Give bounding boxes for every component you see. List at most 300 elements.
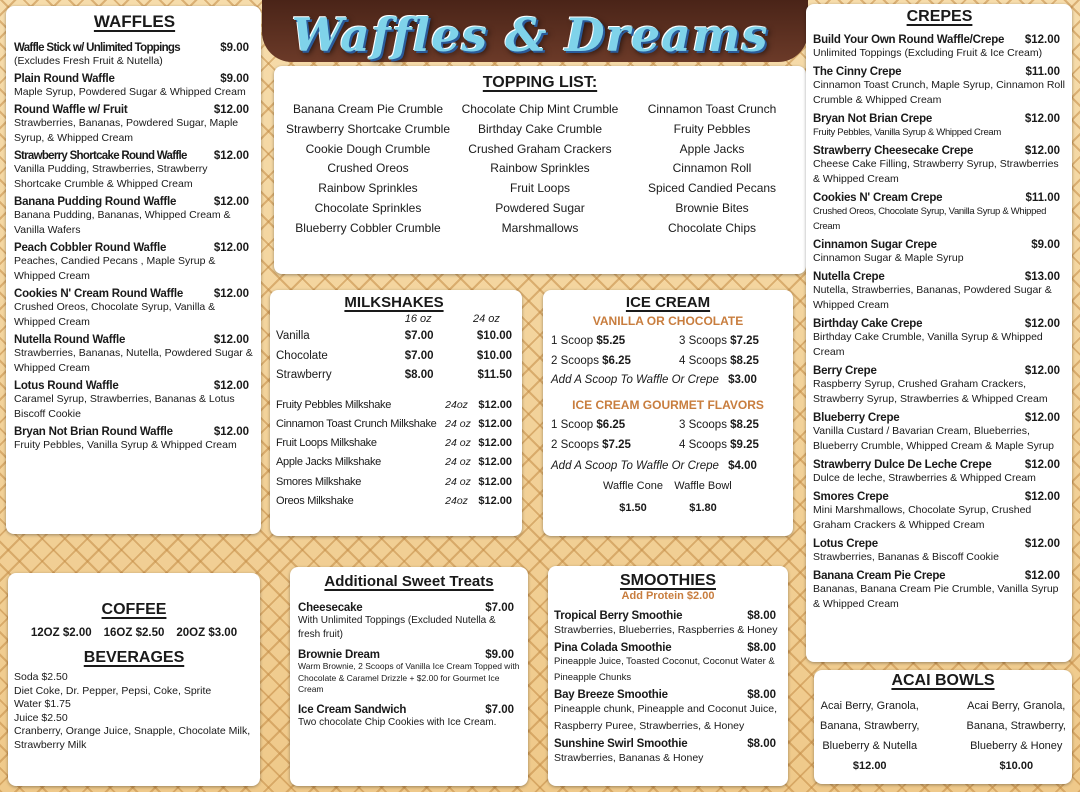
menu-item: [554, 738, 782, 767]
menu-item-description: Fruity Pebbles, Vanilla Syrup & Whipped Cream: [813, 127, 1002, 138]
menu-item-price: $11.00: [1025, 192, 1060, 204]
menu-item: [554, 642, 782, 686]
menu-item-price: $12.00: [213, 288, 249, 300]
menu-item-description: Birthday Cake Crumble, Vanilla Syrup & Whipped Cream: [813, 331, 1043, 358]
menu-item-row: [14, 380, 255, 392]
menu-item-name: Cheesecake: [298, 602, 363, 614]
milkshake-size-header: [276, 313, 512, 325]
menu-item-row: [298, 602, 520, 614]
gourmet-subtitle: ICE CREAM GOURMET FLAVORS: [572, 398, 764, 412]
menu-item-name: Cookies N' Cream Crepe: [813, 192, 943, 204]
beverages-title: BEVERAGES: [83, 649, 185, 666]
specialty-milkshake-size: 24oz: [445, 398, 468, 411]
add-scoop-line-1: Add A Scoop To Waffle Or Crepe $3.00: [551, 374, 757, 386]
menu-item: [813, 570, 1066, 612]
topping-columns: [282, 100, 798, 239]
menu-item: [14, 380, 255, 422]
menu-item: [14, 73, 255, 100]
scoop-price: $7.25: [730, 335, 759, 347]
menu-item-description: Vanilla Custard / Bavarian Cream, Blueberries, Blueberry Crumble, Whipped Cream & Maple Syrup: [813, 425, 1055, 452]
menu-item-description: Strawberries, Blueberries, Raspberries & Honey: [554, 624, 778, 636]
menu-item-name: Plain Round Waffle: [14, 73, 115, 85]
menu-item-name: Nutella Round Waffle: [14, 334, 126, 346]
menu-item-description: Nutella, Strawberries, Bananas, Powdered Sugar & Whipped Cream: [813, 284, 1052, 311]
menu-item-row: [813, 318, 1066, 330]
specialty-milkshake-price: $12.00: [478, 417, 512, 430]
scoop-option: [551, 416, 679, 436]
menu-item: [813, 318, 1066, 360]
menu-item-row: [14, 150, 255, 162]
topping-item: Chocolate Chips: [667, 220, 757, 235]
scoop-label: 3 Scoops: [679, 419, 727, 431]
menu-item: [298, 602, 520, 641]
menu-item-description: Caramel Syrup, Strawberries, Bananas & Lotus Biscoff Cookie: [14, 393, 235, 420]
menu-item-description: Crushed Oreos, Chocolate Syrup, Vanilla Syrup & Whipped Cream: [813, 206, 1047, 232]
menu-item-row: [813, 459, 1066, 471]
milkshake-16oz-price: $8.00: [404, 369, 434, 381]
menu-item-name: Lotus Round Waffle: [14, 380, 119, 392]
gourmet-scoop-prices: [551, 416, 785, 455]
menu-item-row: [554, 610, 782, 622]
topping-item: Spiced Candied Pecans: [647, 181, 777, 196]
scoop-price: $8.25: [730, 354, 759, 367]
menu-item: [14, 150, 255, 192]
specialty-milkshake-price: $12.00: [478, 494, 512, 507]
menu-item-row: [14, 242, 255, 254]
coffee-beverages-panel: [8, 573, 260, 786]
menu-item: [14, 334, 255, 376]
topping-item: Blueberry Cobbler Crumble: [295, 220, 441, 235]
menu-item-row: [813, 113, 1066, 125]
menu-item-row: [813, 491, 1066, 503]
menu-item-name: Pina Colada Smoothie: [554, 642, 672, 654]
topping-column: [282, 100, 454, 239]
menu-item: [554, 610, 782, 639]
scoop-option: [679, 332, 789, 352]
menu-item-description: (Excludes Fresh Fruit & Nutella): [14, 55, 163, 67]
specialty-milkshake-size: 24 oz: [445, 456, 471, 469]
acai-price: $12.00: [852, 760, 887, 772]
sweet-treats-title: Additional Sweet Treats: [324, 573, 494, 590]
menu-item-description: Strawberries, Bananas & Honey: [554, 752, 704, 764]
scoop-label: 3 Scoops: [679, 335, 727, 347]
menu-item-description: Cinnamon Sugar & Maple Syrup: [813, 252, 964, 264]
menu-item-row: [14, 73, 255, 85]
menu-item-row: [554, 689, 782, 701]
menu-item-row: [813, 271, 1066, 283]
specialty-milkshake-size: 24 oz: [445, 475, 471, 488]
menu-item: [813, 145, 1066, 187]
menu-item-description: Banana Pudding, Bananas, Whipped Cream & Vanilla Wafers: [14, 209, 231, 236]
size-24oz-label: 24 oz: [473, 313, 500, 325]
menu-item-description: Dulce de leche, Strawberries & Whipped Cream: [813, 472, 1036, 484]
coffee-sizes: [14, 627, 254, 639]
menu-item-row: [813, 239, 1066, 251]
menu-item-name: Brownie Dream: [298, 649, 380, 661]
scoop-label: 1 Scoop: [551, 419, 594, 431]
menu-item-price: $11.00: [1025, 66, 1060, 78]
specialty-milkshake-name: Apple Jacks Milkshake: [276, 456, 381, 469]
smoothies-subtitle: Add Protein $2.00: [621, 590, 715, 602]
acai-ingredient-line: Banana, Strawberry,: [966, 720, 1066, 732]
acai-title: ACAI BOWLS: [891, 672, 995, 689]
menu-item-row: [813, 66, 1066, 78]
topping-item: Fruit Loops: [509, 181, 571, 196]
menu-item-description: Two chocolate Chip Cookies with Ice Cream.: [298, 716, 497, 728]
size-16oz-label: 16 oz: [404, 313, 432, 325]
specialty-milkshake-name: Cinnamon Toast Crunch Milkshake: [276, 417, 437, 430]
menu-item-price: $12.00: [213, 150, 249, 162]
menu-item-description: Peaches, Candied Pecans , Maple Syrup & Whipped Cream: [14, 255, 216, 282]
menu-item: [14, 288, 255, 330]
scoop-price: $5.25: [596, 335, 626, 347]
specialty-milkshake-row: [276, 492, 512, 511]
menu-item-name: Strawberry Shortcake Round Waffle: [14, 150, 187, 162]
coffee-size-price: 20OZ $3.00: [176, 627, 238, 639]
scoop-price: $7.25: [602, 438, 631, 451]
menu-item-price: $9.00: [220, 42, 249, 54]
waffles-list: [14, 42, 255, 453]
topping-item: Cinnamon Toast Crunch: [647, 102, 777, 116]
acai-ingredient-line: Acai Berry, Granola,: [967, 700, 1066, 712]
cone-bowl-prices: [551, 478, 785, 517]
milkshake-specialty-list: [276, 396, 512, 512]
menu-item-price: $9.00: [1031, 239, 1060, 251]
menu-item-price: $12.00: [213, 334, 249, 346]
menu-item-name: Ice Cream Sandwich: [298, 703, 407, 716]
menu-item-price: $12.00: [1024, 34, 1060, 46]
menu-item-price: $12.00: [213, 196, 249, 208]
specialty-milkshake-row: [276, 473, 512, 492]
menu-item-description: Cheese Cake Filling, Strawberry Syrup, Strawberries & Whipped Cream: [813, 158, 1059, 185]
specialty-milkshake-row: [276, 415, 512, 434]
scoop-label: 4 Scoops: [679, 354, 727, 367]
menu-item: [14, 104, 255, 146]
menu-item: [813, 271, 1066, 313]
menu-item: [298, 649, 520, 696]
menu-item: [813, 66, 1066, 108]
menu-item-row: [813, 34, 1066, 46]
acai-ingredient-line: Blueberry & Nutella: [822, 740, 918, 752]
specialty-milkshake-price: $12.00: [478, 398, 512, 411]
menu-item-name: Blueberry Crepe: [813, 412, 900, 424]
smoothies-title: SMOOTHIES: [619, 572, 716, 589]
scoop-option: [551, 332, 679, 352]
scoop-label: 4 Scoops: [679, 438, 727, 451]
milkshake-basic-list: [276, 327, 512, 386]
menu-item-price: $8.00: [747, 689, 776, 701]
specialty-milkshake-name: Fruit Loops Milkshake: [276, 437, 377, 450]
specialty-milkshake-row: [276, 434, 512, 453]
menu-item-price: $12.00: [1024, 538, 1060, 550]
menu-item-price: $7.00: [485, 602, 514, 614]
menu-item: [813, 491, 1066, 533]
menu-item: [813, 459, 1066, 486]
topping-item: Fruity Pebbles: [673, 121, 751, 136]
milkshake-24oz-price: $10.00: [476, 349, 512, 362]
coffee-size-price: 16OZ $2.50: [103, 627, 165, 639]
topping-column: [454, 100, 626, 239]
acai-bowl-left: [820, 696, 919, 776]
menu-item-price: $8.00: [747, 738, 776, 750]
menu-item-row: [554, 642, 782, 654]
waffles-panel: [6, 6, 261, 534]
menu-item-description: Warm Brownie, 2 Scoops of Vanilla Ice Cream Topped with Chocolate & Caramel Drizzle + $2.00 for Gourmet Ice Cream: [298, 661, 520, 694]
menu-item-row: [813, 570, 1066, 582]
waffles-title: WAFFLES: [93, 12, 176, 31]
menu-item-price: $12.00: [1024, 491, 1060, 503]
milkshake-flavor: Chocolate: [276, 349, 328, 362]
milkshake-flavor: Strawberry: [276, 369, 332, 381]
smoothies-list: [554, 610, 782, 767]
menu-item: [813, 34, 1066, 61]
menu-item-name: Bryan Not Brian Round Waffle: [14, 426, 173, 438]
menu-item-name: Banana Pudding Round Waffle: [14, 196, 177, 208]
beverage-line: Diet Coke, Dr. Pepper, Pepsi, Coke, Sprite: [14, 684, 212, 697]
menu-item-row: [298, 704, 520, 716]
acai-ingredient-line: Banana, Strawberry,: [820, 720, 920, 732]
add-scoop-line-2: Add A Scoop To Waffle Or Crepe $4.00: [551, 460, 757, 472]
menu-item-name: Bay Breeze Smoothie: [554, 689, 668, 701]
milkshake-16oz-price: $7.00: [404, 349, 434, 362]
menu-item-row: [813, 412, 1066, 424]
menu-item-price: $9.00: [485, 649, 514, 661]
menu-item: [813, 412, 1066, 454]
acai-bowls-panel: [814, 670, 1072, 784]
scoop-option: [551, 352, 679, 372]
menu-item-name: Tropical Berry Smoothie: [554, 610, 683, 622]
ice-cream-title: ICE CREAM: [625, 294, 711, 311]
menu-item-name: Peach Cobbler Round Waffle: [14, 242, 167, 254]
milkshake-row: [276, 347, 512, 367]
menu-item: [813, 365, 1066, 407]
menu-item-description: Bananas, Banana Cream Pie Crumble, Vanilla Syrup & Whipped Cream: [813, 583, 1059, 610]
menu-item-price: $12.00: [1024, 459, 1060, 471]
menu-item: [14, 426, 255, 453]
menu-item-row: [554, 738, 782, 750]
menu-item-description: Strawberries, Bananas, Nutella, Powdered Sugar & Whipped Cream: [14, 347, 253, 374]
specialty-milkshake-row: [276, 453, 512, 472]
milkshakes-title: MILKSHAKES: [344, 294, 444, 311]
menu-item-price: $12.00: [1024, 412, 1060, 424]
specialty-milkshake-row: [276, 396, 512, 415]
menu-item-description: Mini Marshmallows, Chocolate Syrup, Crushed Graham Crackers & Whipped Cream: [813, 504, 1032, 531]
topping-item: Strawberry Shortcake Crumble: [285, 121, 451, 136]
menu-item-price: $12.00: [1024, 570, 1060, 582]
menu-item-description: Crushed Oreos, Chocolate Syrup, Vanilla & Whipped Cream: [14, 301, 216, 328]
menu-item-description: Pineapple Juice, Toasted Coconut, Coconut Water & Pineapple Chunks: [554, 656, 775, 683]
menu-item-description: Pineapple chunk, Pineapple and Coconut Juice, Raspberry Puree, Strawberries, & Honey: [554, 703, 777, 732]
scoop-label: 2 Scoops: [551, 438, 599, 451]
waffle-cone-label: Waffle Cone: [603, 480, 663, 492]
specialty-milkshake-name: Fruity Pebbles Milkshake: [276, 398, 392, 411]
menu-item-row: [14, 288, 255, 300]
topping-column: [626, 100, 798, 239]
menu-item-row: [298, 649, 520, 661]
acai-bowl-right: [967, 696, 1066, 776]
topping-list-panel: [274, 66, 806, 274]
menu-item-name: Banana Cream Pie Crepe: [813, 570, 946, 582]
menu-item-price: $12.00: [213, 104, 249, 116]
topping-item: Chocolate Sprinkles: [314, 200, 422, 215]
sweet-treats-list: [298, 602, 520, 729]
acai-price: $10.00: [999, 760, 1034, 772]
brand-logo: [290, 0, 770, 70]
vanilla-chocolate-subtitle: VANILLA OR CHOCOLATE: [592, 314, 744, 328]
beverage-line: Soda $2.50: [14, 671, 68, 683]
specialty-milkshake-size: 24 oz: [445, 417, 471, 430]
menu-item-name: Round Waffle w/ Fruit: [14, 104, 128, 116]
menu-item-price: $12.00: [213, 242, 249, 254]
specialty-milkshake-price: $12.00: [478, 456, 512, 469]
menu-item-price: $12.00: [213, 426, 249, 438]
menu-item-price: $9.00: [220, 73, 249, 85]
scoop-label: 1 Scoop: [551, 335, 594, 347]
topping-item: Birthday Cake Crumble: [477, 121, 603, 136]
topping-item: Chocolate Chip Mint Crumble: [461, 102, 619, 116]
specialty-milkshake-size: 24oz: [445, 494, 468, 507]
menu-item: [813, 192, 1066, 234]
milkshakes-panel: [270, 290, 522, 536]
specialty-milkshake-price: $12.00: [478, 475, 512, 488]
acai-ingredient-line: Blueberry & Honey: [970, 740, 1063, 752]
menu-item-description: Fruity Pebbles, Vanilla Syrup & Whipped Cream: [14, 439, 237, 451]
menu-item-description: Maple Syrup, Powdered Sugar & Whipped Cream: [14, 86, 246, 98]
menu-item: [813, 239, 1066, 266]
topping-item: Apple Jacks: [679, 141, 745, 156]
milkshake-flavor: Vanilla: [276, 330, 310, 342]
milkshake-row: [276, 327, 512, 347]
ice-cream-panel: [543, 290, 793, 536]
scoop-price: $6.25: [602, 354, 631, 367]
menu-item-name: Lotus Crepe: [813, 538, 878, 550]
menu-item-row: [14, 334, 255, 346]
menu-item-row: [14, 42, 255, 54]
menu-item: [298, 704, 520, 730]
topping-item: Banana Cream Pie Crumble: [292, 102, 444, 116]
milkshake-16oz-price: $7.00: [404, 330, 434, 342]
logo-text: Waffles & Dreams: [291, 8, 769, 62]
menu-item-description: With Unlimited Toppings (Excluded Nutella & fresh fruit): [298, 615, 496, 640]
scoop-option: [551, 436, 679, 456]
menu-item-price: $7.00: [485, 703, 514, 716]
menu-item-price: $8.00: [747, 610, 776, 622]
menu-item-price: $12.00: [213, 380, 249, 392]
topping-item: Rainbow Sprinkles: [318, 181, 418, 196]
milkshake-24oz-price: $10.00: [476, 330, 512, 342]
menu-item-name: Strawberry Dulce De Leche Crepe: [813, 459, 992, 471]
beverage-line: Juice $2.50: [14, 711, 68, 724]
scoop-option: [679, 436, 789, 456]
menu-item-row: [813, 538, 1066, 550]
menu-item-name: Build Your Own Round Waffle/Crepe: [813, 34, 1005, 46]
menu-item-name: The Cinny Crepe: [813, 66, 902, 78]
waffle-bowl-label: Waffle Bowl: [674, 480, 732, 492]
menu-item-row: [14, 196, 255, 208]
crepes-panel: [806, 4, 1072, 662]
menu-item-price: $8.00: [747, 642, 776, 654]
specialty-milkshake-price: $12.00: [478, 437, 512, 450]
milkshake-24oz-price: $11.50: [477, 369, 512, 381]
specialty-milkshake-name: Oreos Milkshake: [276, 494, 354, 507]
menu-item-name: Sunshine Swirl Smoothie: [554, 738, 688, 750]
menu-item-description: Unlimited Toppings (Excluding Fruit & Ice Cream): [813, 47, 1043, 59]
topping-item: Brownie Bites: [675, 200, 749, 215]
menu-item-name: Berry Crepe: [813, 365, 877, 377]
coffee-size-price: 12OZ $2.00: [30, 627, 92, 639]
topping-item: Powdered Sugar: [495, 200, 585, 215]
menu-item-name: Smores Crepe: [813, 491, 889, 503]
menu-item-row: [14, 426, 255, 438]
topping-item: Crushed Oreos: [327, 161, 409, 176]
menu-item-row: [813, 145, 1066, 157]
acai-columns: [820, 696, 1066, 776]
vanilla-scoop-prices: [551, 332, 785, 371]
menu-item-name: Nutella Crepe: [813, 271, 885, 283]
scoop-option: [679, 416, 789, 436]
scoop-option: [679, 352, 789, 372]
menu-item-price: $12.00: [1024, 113, 1060, 125]
menu-item-row: [14, 104, 255, 116]
acai-ingredient-line: Acai Berry, Granola,: [820, 700, 919, 712]
topping-title: TOPPING LIST:: [482, 74, 598, 91]
milkshake-row: [276, 366, 512, 386]
menu-item-price: $12.00: [1024, 145, 1060, 157]
scoop-price: $6.25: [596, 419, 626, 431]
menu-item-row: [813, 365, 1066, 377]
topping-item: Marshmallows: [501, 220, 579, 235]
menu-item-name: Cookies N' Cream Round Waffle: [14, 288, 184, 300]
menu-item-description: Strawberries, Bananas & Biscoff Cookie: [813, 551, 999, 563]
scoop-price: $8.25: [730, 419, 759, 431]
menu-item-name: Bryan Not Brian Crepe: [813, 113, 933, 125]
scoop-label: 2 Scoops: [551, 354, 599, 367]
topping-item: Cinnamon Roll: [672, 161, 752, 176]
crepes-title: CREPES: [906, 8, 973, 25]
menu-item: [14, 242, 255, 284]
scoop-price: $9.25: [730, 438, 759, 451]
beverage-line: Cranberry, Orange Juice, Snapple, Chocolate Milk, Strawberry Milk: [14, 725, 251, 751]
topping-item: Rainbow Sprinkles: [490, 161, 590, 176]
waffle-cone-price: $1.50: [619, 502, 647, 514]
menu-item-price: $12.00: [1024, 365, 1060, 377]
menu-item-price: $13.00: [1024, 271, 1060, 283]
menu-item: [813, 113, 1066, 140]
menu-item-name: Strawberry Cheesecake Crepe: [813, 145, 974, 157]
topping-item: Crushed Graham Crackers: [468, 141, 612, 156]
menu-item-name: Waffle Stick w/ Unlimited Toppings: [14, 42, 180, 54]
menu-item-description: Cinnamon Toast Crunch, Maple Syrup, Cinnamon Roll Crumble & Whipped Cream: [813, 79, 1065, 106]
menu-item: [14, 42, 255, 69]
menu-item-description: Vanilla Pudding, Strawberries, Strawberry Shortcake Crumble & Whipped Cream: [14, 163, 208, 190]
crepes-list: [813, 34, 1066, 612]
menu-item-price: $12.00: [1024, 318, 1060, 330]
smoothies-panel: [548, 566, 788, 786]
menu-item-description: Strawberries, Bananas, Powdered Sugar, Maple Syrup, & Whipped Cream: [14, 117, 239, 144]
sweet-treats-panel: [290, 567, 528, 786]
specialty-milkshake-size: 24 oz: [445, 437, 471, 450]
specialty-milkshake-name: Smores Milkshake: [276, 475, 362, 488]
beverage-line: Water $1.75: [14, 698, 71, 711]
menu-item-name: Birthday Cake Crepe: [813, 318, 923, 330]
menu-item: [813, 538, 1066, 565]
menu-item-name: Cinnamon Sugar Crepe: [813, 239, 937, 251]
menu-item-row: [813, 192, 1066, 204]
coffee-title: COFFEE: [101, 601, 167, 618]
waffle-bowl-price: $1.80: [689, 502, 717, 514]
menu-item-description: Raspberry Syrup, Crushed Graham Crackers, Strawberry Syrup, Strawberries & Whipped Cream: [813, 378, 1048, 405]
beverages-list: [14, 671, 254, 753]
